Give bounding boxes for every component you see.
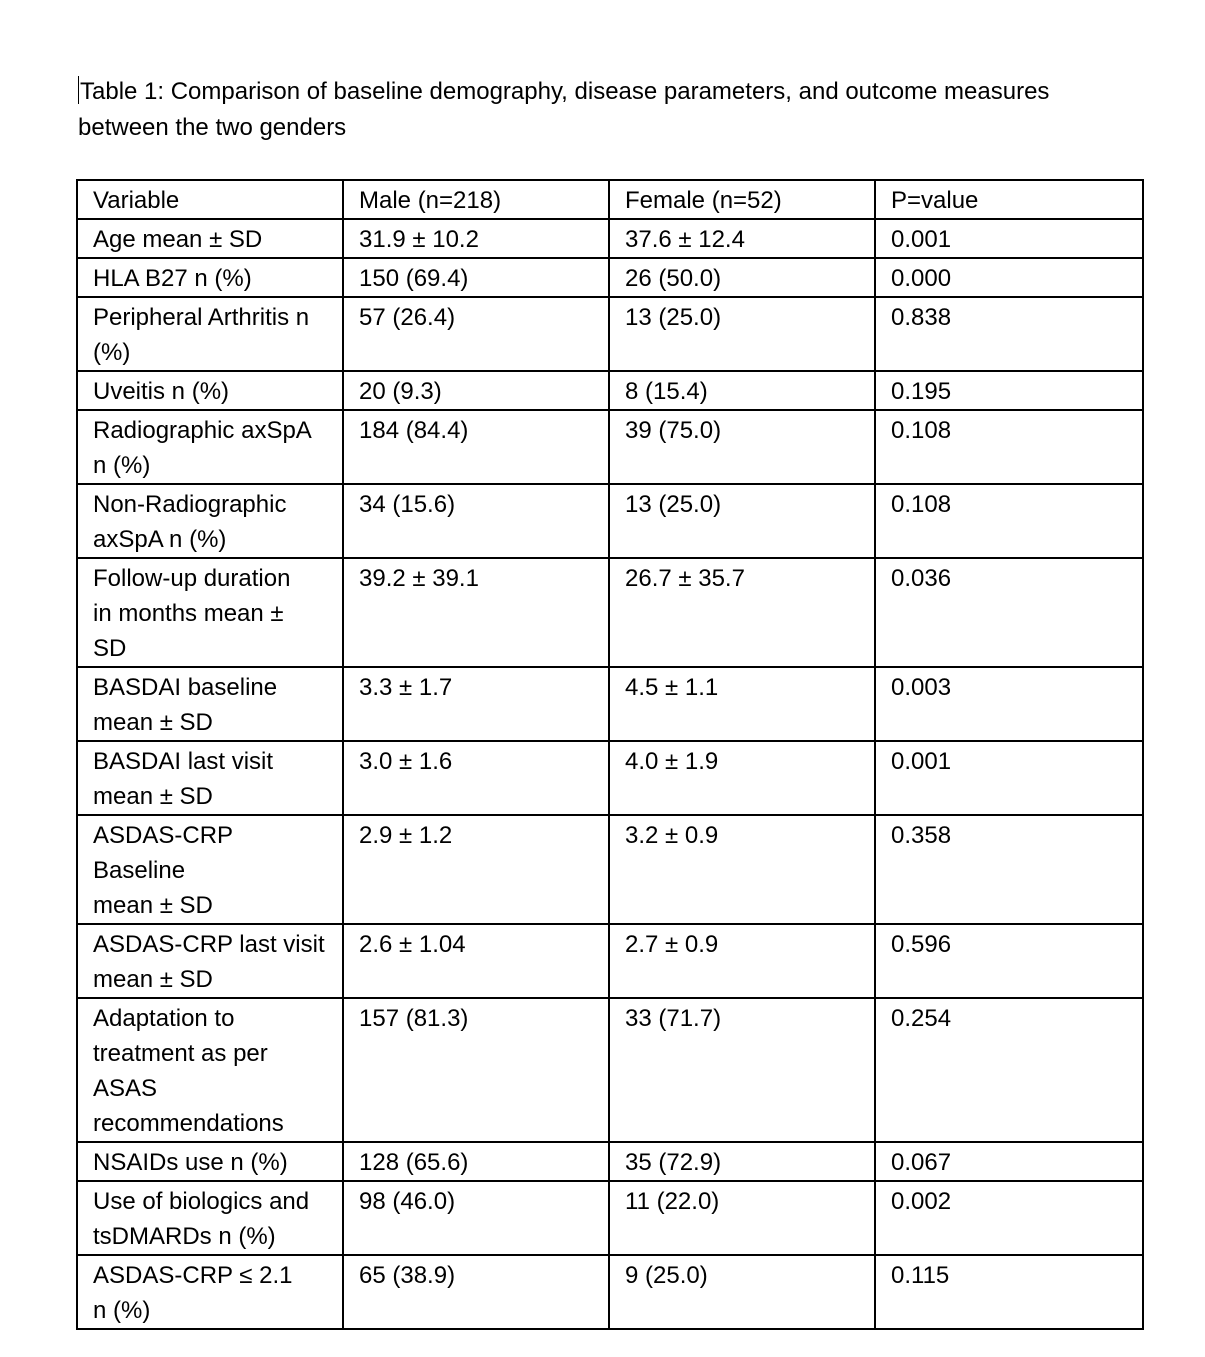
- cell-female: 39 (75.0): [609, 410, 875, 484]
- table-row: [77, 741, 1143, 815]
- table-row: [77, 1255, 1143, 1329]
- table-row: [77, 558, 1143, 667]
- cell-male: 65 (38.9): [343, 1255, 609, 1329]
- cell-female: 2.7 ± 0.9: [609, 924, 875, 998]
- cell-p-value: 0.115: [875, 1255, 1143, 1329]
- cell-female: 37.6 ± 12.4: [609, 219, 875, 258]
- cell-p-value: 0.001: [875, 219, 1143, 258]
- cell-p-value: 0.195: [875, 371, 1143, 410]
- cell-p-value: 0.003: [875, 667, 1143, 741]
- table-body: [77, 180, 1143, 1329]
- cell-variable: Age mean ± SD: [77, 219, 343, 258]
- cell-male: 3.0 ± 1.6: [343, 741, 609, 815]
- table-header-row: [77, 180, 1143, 219]
- cell-variable: BASDAI last visit mean ± SD: [77, 741, 343, 815]
- cell-female: 11 (22.0): [609, 1181, 875, 1255]
- header-variable: Variable: [77, 180, 343, 219]
- cell-female: 4.0 ± 1.9: [609, 741, 875, 815]
- cell-variable: HLA B27 n (%): [77, 258, 343, 297]
- cell-male: 157 (81.3): [343, 998, 609, 1142]
- table-row: [77, 219, 1143, 258]
- cell-male: 2.9 ± 1.2: [343, 815, 609, 924]
- table-row: [77, 371, 1143, 410]
- cell-variable: Uveitis n (%): [77, 371, 343, 410]
- cell-male: 184 (84.4): [343, 410, 609, 484]
- cell-p-value: 0.108: [875, 410, 1143, 484]
- cell-male: 31.9 ± 10.2: [343, 219, 609, 258]
- table-row: [77, 410, 1143, 484]
- cell-variable: NSAIDs use n (%): [77, 1142, 343, 1181]
- cell-female: 3.2 ± 0.9: [609, 815, 875, 924]
- cell-variable: Use of biologics and tsDMARDs n (%): [77, 1181, 343, 1255]
- table-row: [77, 484, 1143, 558]
- cell-p-value: 0.067: [875, 1142, 1143, 1181]
- header-female: Female (n=52): [609, 180, 875, 219]
- table-row: [77, 667, 1143, 741]
- table-row: [77, 1142, 1143, 1181]
- header-male: Male (n=218): [343, 180, 609, 219]
- cell-female: 26.7 ± 35.7: [609, 558, 875, 667]
- cell-p-value: 0.036: [875, 558, 1143, 667]
- cell-p-value: 0.000: [875, 258, 1143, 297]
- header-p-value: P=value: [875, 180, 1143, 219]
- cell-variable: Radiographic axSpA n (%): [77, 410, 343, 484]
- text-cursor: [78, 76, 79, 104]
- cell-male: 34 (15.6): [343, 484, 609, 558]
- cell-female: 9 (25.0): [609, 1255, 875, 1329]
- cell-male: 57 (26.4): [343, 297, 609, 371]
- table-row: [77, 1181, 1143, 1255]
- table-row: [77, 258, 1143, 297]
- table-row: [77, 815, 1143, 924]
- cell-male: 3.3 ± 1.7: [343, 667, 609, 741]
- table-row: [77, 297, 1143, 371]
- cell-p-value: 0.108: [875, 484, 1143, 558]
- table-row: [77, 998, 1143, 1142]
- cell-female: 8 (15.4): [609, 371, 875, 410]
- cell-male: 20 (9.3): [343, 371, 609, 410]
- cell-variable: Follow-up duration in months mean ± SD: [77, 558, 343, 667]
- table-caption: [78, 74, 1138, 146]
- cell-variable: Adaptation to treatment as per ASAS recommendations: [77, 998, 343, 1142]
- cell-p-value: 0.002: [875, 1181, 1143, 1255]
- cell-female: 13 (25.0): [609, 484, 875, 558]
- cell-female: 35 (72.9): [609, 1142, 875, 1181]
- comparison-table: [76, 179, 1144, 1330]
- cell-female: 26 (50.0): [609, 258, 875, 297]
- cell-male: 2.6 ± 1.04: [343, 924, 609, 998]
- cell-variable: Non-Radiographic axSpA n (%): [77, 484, 343, 558]
- cell-p-value: 0.001: [875, 741, 1143, 815]
- cell-p-value: 0.358: [875, 815, 1143, 924]
- cell-p-value: 0.596: [875, 924, 1143, 998]
- cell-female: 4.5 ± 1.1: [609, 667, 875, 741]
- cell-male: 150 (69.4): [343, 258, 609, 297]
- cell-male: 98 (46.0): [343, 1181, 609, 1255]
- cell-p-value: 0.254: [875, 998, 1143, 1142]
- cell-p-value: 0.838: [875, 297, 1143, 371]
- cell-variable: Peripheral Arthritis n (%): [77, 297, 343, 371]
- cell-variable: BASDAI baseline mean ± SD: [77, 667, 343, 741]
- table-row: [77, 924, 1143, 998]
- cell-female: 13 (25.0): [609, 297, 875, 371]
- caption-text: Table 1: Comparison of baseline demography, disease parameters, and outcome measures between the two genders: [78, 78, 1050, 141]
- cell-variable: ASDAS-CRP ≤ 2.1 n (%): [77, 1255, 343, 1329]
- cell-variable: ASDAS-CRP last visit mean ± SD: [77, 924, 343, 998]
- cell-male: 39.2 ± 39.1: [343, 558, 609, 667]
- cell-variable: ASDAS-CRP Baseline mean ± SD: [77, 815, 343, 924]
- cell-female: 33 (71.7): [609, 998, 875, 1142]
- cell-male: 128 (65.6): [343, 1142, 609, 1181]
